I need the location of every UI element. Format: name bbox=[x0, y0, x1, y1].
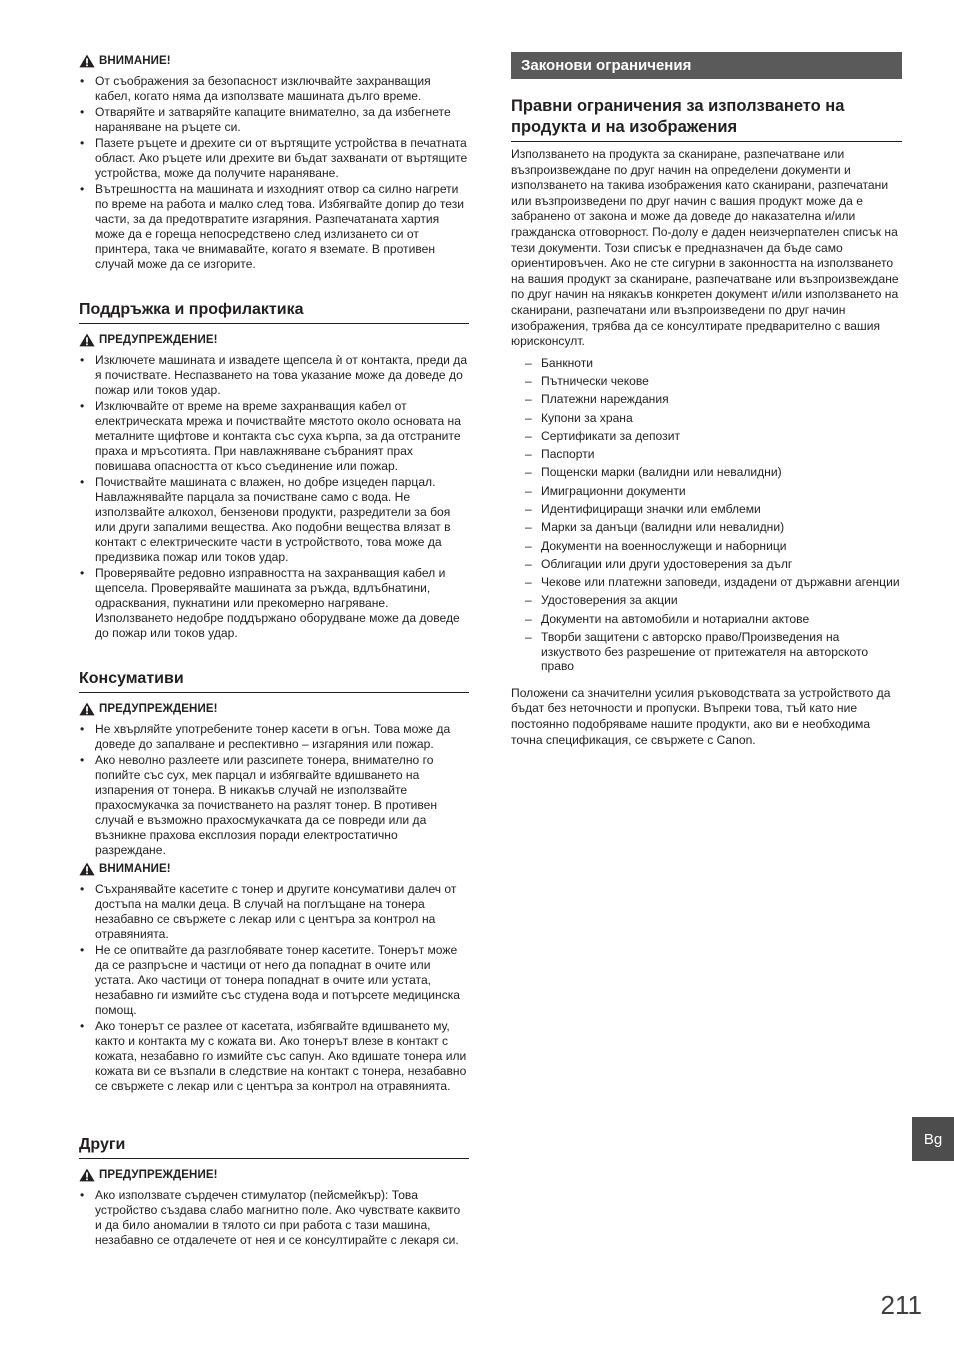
list-item: • Проверявайте редовно изправността на захранващия кабел и щепсела. Проверявайте машината за ръжда, вдлъбнатини, одрасквания, пукнатини или прекомерно нагряване. Използването недобре поддържано оборудване може да доведе до пожар или токов удар. bbox=[79, 566, 469, 641]
list-item: – Платежни нареждания bbox=[511, 392, 902, 407]
list-item: • Ако неволно разлеете или разсипете тонера, внимателно го попийте със сух, мек парцал и избягвайте вдишването на изпарения от тонера. В никакъв случай не използвайте прахосмукачка за почистването на разлят тонер. В противен случай е възможно прахосмукачката да се повреди или да възникне прахова експлозия поради електростатично разреждане. bbox=[79, 753, 469, 858]
list-item: • Ако използвате сърдечен стимулатор (пейсмейкър): Това устройство създава слабо магнитно поле. Ако чувствате каквито и да било аномалии в тялото си при работа с тази машина, незабавно се отдалечете от нея и се консултирайте с лекаря си. bbox=[79, 1188, 469, 1248]
list-item: • От съображения за безопасност изключвайте захранващия кабел, когато няма да използвате машината дълго време. bbox=[79, 74, 469, 104]
warning-label: ПРЕДУПРЕЖДЕНИЕ! bbox=[79, 333, 469, 347]
warning-triangle-icon bbox=[79, 862, 95, 876]
list-item: – Облигации или други удостоверения за дълг bbox=[511, 557, 902, 572]
section-title: Поддръжка и профилактика bbox=[79, 301, 469, 324]
list-item: • Не се опитвайте да разглобявате тонер касетите. Тонерът може да се разпръсне и частици от него да попаднат в очите или устата. Ако частици от тонера попаднат в очите или устата, незабавно ги измийте със студена вода и потърсете медицинска помощ. bbox=[79, 943, 469, 1018]
list-item: – Марки за данъци (валидни или невалидни) bbox=[511, 520, 902, 535]
list-item: – Купони за храна bbox=[511, 411, 902, 426]
list-item: • Пазете ръцете и дрехите си от въртящите устройства в печатната област. Ако ръцете или дрехите ви бъдат захванати от въртящите устройства, може да получите нараняване. bbox=[79, 136, 469, 181]
list-item: • Изключете машината и извадете щепсела ѝ от контакта, преди да я почиствате. Неспазването на това указание може да доведе до пожар или токов удар. bbox=[79, 353, 469, 398]
legal-heading: Правни ограничения за използването на продукта и на изображения bbox=[511, 96, 902, 142]
legal-body bbox=[511, 147, 902, 748]
warning-list bbox=[79, 722, 469, 858]
caution-label: ВНИМАНИЕ! bbox=[79, 54, 469, 68]
list-item: – Творби защитени с авторско право/Произведения на изкуството без разрешение от притежателя на авторското право bbox=[511, 630, 902, 674]
list-item: – Документи на военнослужещи и наборници bbox=[511, 539, 902, 554]
list-item: • Почиствайте машината с влажен, но добре изцеден парцал. Навлажнявайте парцала за почистване само с вода. Не използвайте алкохол, бензенови продукти, разредители за боя или други запалими вещества. Ако подобни вещества влязат в контакт с електрическите части в устройството, това може да предизвика пожар или токов удар. bbox=[79, 475, 469, 565]
list-item: – Пощенски марки (валидни или невалидни) bbox=[511, 465, 902, 480]
warning-triangle-icon bbox=[79, 1168, 95, 1182]
section-title: Консумативи bbox=[79, 670, 469, 693]
list-item: • Отваряйте и затваряйте капаците внимателно, за да избегнете нараняване на ръцете си. bbox=[79, 105, 469, 135]
section-banner: Законови ограничения bbox=[511, 52, 902, 79]
closing-paragraph: Положени са значителни усилия ръководствата за устройството да бъдат без неточности и пропуски. Въпреки това, тъй като ние постоянно подобряваме нашите продукти, ако ви е необходима точна спецификация, се свържете с Canon. bbox=[511, 685, 891, 747]
top-caution-block bbox=[79, 54, 469, 273]
warning-triangle-icon bbox=[79, 702, 95, 716]
maintenance-section bbox=[79, 301, 469, 642]
warning-triangle-icon bbox=[79, 54, 95, 68]
list-item: – Чекове или платежни заповеди, издадени от държавни агенции bbox=[511, 575, 902, 590]
warning-label: ПРЕДУПРЕЖДЕНИЕ! bbox=[79, 1168, 469, 1182]
list-item: • Съхранявайте касетите с тонер и другите консумативи далеч от достъпа на малки деца. В случай на поглъщане на тонера незабавно се свържете с лекар или с центъра за контрол на отравянията. bbox=[79, 882, 469, 942]
language-tab: Bg bbox=[912, 1117, 954, 1161]
list-item: • Изключвайте от време на време захранващия кабел от електрическата мрежа и почиствайте мястото около основата на металните щифтове и контакта със суха кърпа, за да отстраните праха и мръсотията. При навлажняване събраният прах повишава опасността от късо съединение или пожар. bbox=[79, 399, 469, 474]
list-item: • Ако тонерът се разлее от касетата, избягвайте вдишването му, както и контакта му с кожата ви. Ако тонерът влезе в контакт с кожата, незабавно го измийте със сапун. Ако вдишате тонера или кожата ви се възпали в следствие на контакт с тонера, незабавно се свържете с лекар или с центъра за контрол на отравянията. bbox=[79, 1019, 469, 1094]
list-item: – Удостоверения за акции bbox=[511, 593, 902, 608]
list-item: • Не хвърляйте употребените тонер касети в огън. Това може да доведе до запалване и респективно – изгаряния или пожар. bbox=[79, 722, 469, 752]
caution-label: ВНИМАНИЕ! bbox=[79, 862, 469, 876]
caution-list bbox=[79, 74, 469, 272]
caution-list bbox=[79, 882, 469, 1094]
warning-list bbox=[79, 1188, 469, 1248]
list-item: – Пътнически чекове bbox=[511, 374, 902, 389]
others-section bbox=[79, 1136, 469, 1249]
warning-triangle-icon bbox=[79, 333, 95, 347]
list-item: – Банкноти bbox=[511, 356, 902, 371]
consumables-section bbox=[79, 670, 469, 1095]
warning-list bbox=[79, 353, 469, 641]
list-item: • Вътрешността на машината и изходният отвор са силно нагрети по време на работа и малко след това. Избягвайте допир до тези части, за да предотвратите изгаряния. Разпечатаната хартия може да е гореща непосредствено след излизането си от принтера, така че внимавайте, когато я вземате. В противен случай може да се изгорите. bbox=[79, 182, 469, 272]
page-number: 211 bbox=[880, 1290, 922, 1320]
list-item: – Паспорти bbox=[511, 447, 902, 462]
list-item: – Документи на автомобили и нотариални актове bbox=[511, 612, 902, 627]
list-item: – Сертификати за депозит bbox=[511, 429, 902, 444]
intro-paragraph: Използването на продукта за сканиране, разпечатване или възпроизвеждане по друг начин на определени документи и използването на такива изображения като сканирани, разпечатани или възпроизведени по друг начин с вашия продукт може да е забранено от закона и може да доведе до наказателна и/или гражданска отговорност. По-долу е даден неизчерпателен списък на тези документи. Този списък е предназначен да бъде само ориентировъчен. Ако не сте сигурни в законността на използването на вашия продукт за сканиране, разпечатване или възпроизвеждане по друг начин на някакъв конкретен документ и/или използването на сканирани, разпечатани или възпроизведени по друг начин изображения, трябва да се консултирате предварително с вашия юрисконсулт. bbox=[511, 147, 899, 349]
list-item: – Имиграционни документи bbox=[511, 484, 902, 499]
list-item: – Идентифициращи значки или емблеми bbox=[511, 502, 902, 517]
restricted-documents-list bbox=[511, 356, 902, 674]
warning-label: ПРЕДУПРЕЖДЕНИЕ! bbox=[79, 702, 469, 716]
section-title: Други bbox=[79, 1136, 469, 1159]
